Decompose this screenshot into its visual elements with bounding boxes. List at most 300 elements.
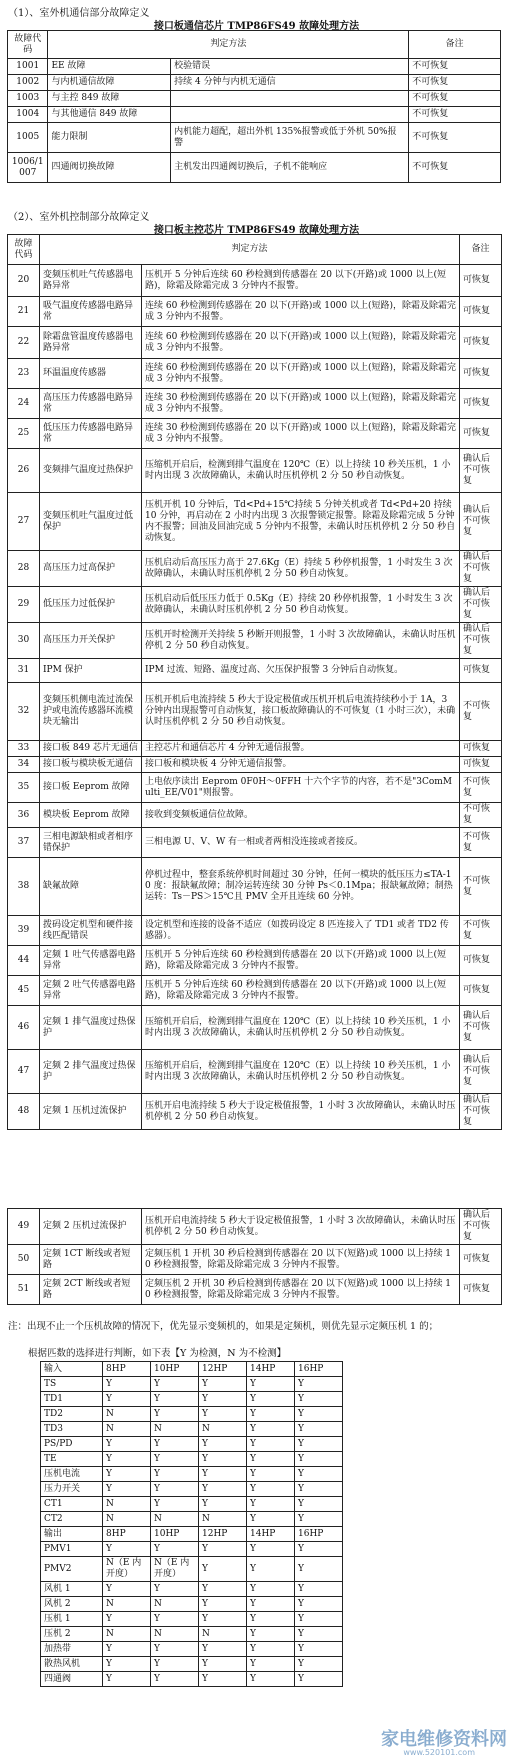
fault-method: 压机开机后电流持续 5 秒大于设定极值或压机开机后电流持续秒小于 1A，3 分钟内出现报警可自动恢复，接口板故障确认的不可恢复（1 小时三次），未确认时压机停机 2 分 50 秒自动恢复。 xyxy=(142,683,460,741)
matrix-cell: Y xyxy=(103,1467,151,1482)
matrix-cell: N xyxy=(151,1597,199,1612)
matrix-cell: Y xyxy=(247,1482,295,1497)
note-priority: 注：出现不止一个压机故障的情况下，优先显示变频机的，如果是定频机，则优先显示定频压机 1 的； xyxy=(8,1321,439,1332)
fault-note: 确认后不可恢复 xyxy=(460,587,502,623)
matrix-cell: Y xyxy=(103,1452,151,1467)
matrix-cell: N xyxy=(103,1597,151,1612)
fault-method: 接口板和模块板 4 分钟无通信报警。 xyxy=(142,757,460,773)
fault-method: 压机开机 10 分钟后，Td<Pd+15℃持续 5 分钟关机或者 Td<Pd+20 持续 10 分钟，再启动在 2 小时内出现 3 次报警锁定报警。除霜及除霜完成 5 分钟内不报警；回油及回油完成 5 分钟内不报警，未确认时压机停机 2 分 50 秒自动恢复。 xyxy=(142,493,460,551)
section1-heading: （1）、室外机通信部分故障定义 xyxy=(8,8,150,19)
matrix-cell: 14HP xyxy=(247,1527,295,1542)
matrix-cell: N xyxy=(103,1422,151,1437)
fault-method: 停机过程中，整套系统停机时间超过 30 分钟，任何一模块的低压压力≤TA-10 度：报缺氟故障；制冷运转连续 30 分钟 Ps＜0.1Mpa；报缺氟故障；制热运转：Ts－PS＞15℃且 PMV 全开且连续 60 分钟。 xyxy=(142,858,460,916)
matrix-cell: Y xyxy=(199,1542,247,1557)
table-row xyxy=(8,757,502,773)
fault-note: 可恢复 xyxy=(460,1275,502,1305)
fault-note: 可恢复 xyxy=(460,659,502,683)
matrix-input-row xyxy=(41,1392,343,1407)
matrix-row-label: CT2 xyxy=(41,1512,103,1527)
matrix-cell: N xyxy=(151,1422,199,1437)
matrix-cell: N xyxy=(103,1407,151,1422)
matrix-cell: Y xyxy=(199,1597,247,1612)
matrix-output-row xyxy=(41,1612,343,1627)
matrix-cell: Y xyxy=(247,1497,295,1512)
matrix-cell: Y xyxy=(103,1657,151,1672)
fault-note: 可恢复 xyxy=(460,419,502,449)
fault-code: 1003 xyxy=(8,91,48,107)
table-row xyxy=(8,449,502,493)
matrix-cell: Y xyxy=(247,1582,295,1597)
table-row xyxy=(8,828,502,858)
fault-code: 51 xyxy=(8,1275,40,1305)
matrix-cell: Y xyxy=(103,1377,151,1392)
matrix-cell: Y xyxy=(199,1377,247,1392)
fault-note: 不可恢复 xyxy=(460,858,502,916)
fault-code: 1002 xyxy=(8,75,48,91)
fault-method: 定频压机 1 开机 30 秒后检测到传感器在 20 以下(短路)或 1000 以上持续 10 秒检测报警，除霜及除霜完成 3 分钟内不报警。 xyxy=(142,1245,460,1275)
matrix-cell: Y xyxy=(295,1437,343,1452)
fault-code: 36 xyxy=(8,803,40,828)
matrix-row-label: 压机 1 xyxy=(41,1612,103,1627)
fault-code: 27 xyxy=(8,493,40,551)
fault-name: 定频 2CT 断线或者短路 xyxy=(40,1275,142,1305)
matrix-cell: Y xyxy=(247,1512,295,1527)
matrix-cell: Y xyxy=(199,1642,247,1657)
matrix-cell: Y xyxy=(247,1627,295,1642)
fault-name: 变频压机侧电流过流保护或电流传感器环流模块无输出 xyxy=(40,683,142,741)
fault-note: 确认后不可恢复 xyxy=(460,1209,502,1245)
matrix-cell: N（E 内开度） xyxy=(103,1557,151,1582)
matrix-cell: 16HP xyxy=(295,1362,343,1377)
col-header-note: 备注 xyxy=(409,31,501,59)
fault-name: 低压压力过低保护 xyxy=(40,587,142,623)
matrix-row-label: 压力开关 xyxy=(41,1482,103,1497)
col-header-note: 备注 xyxy=(460,235,502,265)
table-row xyxy=(8,1006,502,1050)
col-header-code: 故障代码 xyxy=(8,235,40,265)
matrix-cell: Y xyxy=(247,1452,295,1467)
fault-code: 34 xyxy=(8,757,40,773)
fault-code: 31 xyxy=(8,659,40,683)
fault-method: 压机开 5 分钟后连续 60 秒检测到传感器在 20 以下(开路)或 1000 以上(短路)，除霜及除霜完成 3 分钟内不报警。 xyxy=(142,265,460,297)
fault-note: 确认后不可恢复 xyxy=(460,449,502,493)
fault-note: 确认后不可恢复 xyxy=(460,551,502,587)
fault-method: IPM 过流、短路、温度过高、欠压保护报警 3 分钟后自动恢复。 xyxy=(142,659,460,683)
table-row xyxy=(8,946,502,976)
matrix-cell: Y xyxy=(103,1392,151,1407)
table-row xyxy=(8,916,502,946)
watermark-url: www.520101.com xyxy=(403,1748,475,1757)
matrix-cell: Y xyxy=(247,1657,295,1672)
matrix-row-label: TD3 xyxy=(41,1422,103,1437)
matrix-output-row xyxy=(41,1672,343,1687)
matrix-cell: Y xyxy=(199,1612,247,1627)
table-row xyxy=(8,587,502,623)
fault-name: 变频排气温度过热保护 xyxy=(40,449,142,493)
table-row xyxy=(8,773,502,803)
fault-method: 连续 30 秒检测到传感器在 20 以下(开路)或 1000 以上(短路)，除霜及除霜完成 3 分钟内不报警。 xyxy=(142,419,460,449)
matrix-cell: Y xyxy=(295,1482,343,1497)
matrix-cell: Y xyxy=(151,1377,199,1392)
table-row xyxy=(8,623,502,659)
fault-name: 高压压力开关保护 xyxy=(40,623,142,659)
matrix-cell: N xyxy=(199,1627,247,1642)
fault-method: 接收到变频板通信位故障。 xyxy=(142,803,460,828)
matrix-cell: Y xyxy=(199,1392,247,1407)
matrix-row-label: PS/PD xyxy=(41,1437,103,1452)
fault-note: 不可恢复 xyxy=(460,773,502,803)
fault-note: 确认后不可恢复 xyxy=(460,1006,502,1050)
fault-code: 29 xyxy=(8,587,40,623)
comm-fault-table xyxy=(7,30,501,183)
fault-code: 28 xyxy=(8,551,40,587)
matrix-cell: Y xyxy=(199,1437,247,1452)
fault-method: 内机能力超配，超出外机 135%报警或低于外机 50%报警 xyxy=(171,123,409,153)
matrix-cell: Y xyxy=(151,1542,199,1557)
table-row xyxy=(8,265,502,297)
fault-name: 模块板 Eeprom 故障 xyxy=(40,803,142,828)
matrix-cell: Y xyxy=(295,1467,343,1482)
table-row xyxy=(8,359,502,389)
matrix-cell: Y xyxy=(151,1657,199,1672)
table-row xyxy=(8,59,501,75)
matrix-cell: Y xyxy=(247,1542,295,1557)
table-row xyxy=(8,153,501,183)
fault-code: 30 xyxy=(8,623,40,659)
fault-note: 不可恢复 xyxy=(460,828,502,858)
matrix-cell: N xyxy=(199,1512,247,1527)
table-row xyxy=(8,1275,502,1305)
fault-code: 1006/1007 xyxy=(8,153,48,183)
matrix-cell: Y xyxy=(295,1392,343,1407)
fault-method xyxy=(171,107,409,123)
matrix-output-row xyxy=(41,1657,343,1672)
fault-note: 可恢复 xyxy=(460,359,502,389)
matrix-cell: Y xyxy=(295,1627,343,1642)
matrix-cell: Y xyxy=(103,1542,151,1557)
matrix-cell: Y xyxy=(151,1612,199,1627)
fault-name: IPM 保护 xyxy=(40,659,142,683)
fault-method: 定频压机 2 开机 30 秒后检测到传感器在 20 以下(短路)或 1000 以上持续 10 秒检测报警，除霜及除霜完成 3 分钟内不报警。 xyxy=(142,1275,460,1305)
fault-note: 确认后不可恢复 xyxy=(460,493,502,551)
fault-note: 不可恢复 xyxy=(409,91,501,107)
matrix-cell: Y xyxy=(103,1482,151,1497)
fault-name: 吸气温度传感器电路异常 xyxy=(40,297,142,327)
fault-code: 32 xyxy=(8,683,40,741)
fault-method: 压机开启电流持续 5 秒大于设定极值报警，1 小时 3 次故障确认，未确认时压机停机 2 分 50 秒自动恢复。 xyxy=(142,1094,460,1130)
matrix-input-row xyxy=(41,1497,343,1512)
matrix-cell: Y xyxy=(247,1612,295,1627)
fault-code: 26 xyxy=(8,449,40,493)
table-row xyxy=(8,803,502,828)
section2-table-title: 接口板主控芯片 TMP86FS49 故障处理方法 xyxy=(153,225,360,236)
matrix-cell: Y xyxy=(295,1452,343,1467)
fault-name: 定频 2 压机过流保护 xyxy=(40,1209,142,1245)
matrix-row-label: TE xyxy=(41,1452,103,1467)
fault-name: 三相电源缺相或者相序错保护 xyxy=(40,828,142,858)
fault-method: 压缩机开启后，检测到排气温度在 120℃（E）以上持续 10 秒关压机，1 小时内出现 3 次故障确认，未确认时压机停机 2 分 50 秒自动恢复。 xyxy=(142,449,460,493)
fault-code: 37 xyxy=(8,828,40,858)
fault-code: 45 xyxy=(8,976,40,1006)
table-row xyxy=(8,91,501,107)
matrix-input-row xyxy=(41,1512,343,1527)
matrix-cell: Y xyxy=(199,1467,247,1482)
matrix-cell: 12HP xyxy=(199,1362,247,1377)
fault-name: 能力限制 xyxy=(48,123,171,153)
matrix-cell: Y xyxy=(151,1452,199,1467)
table-row xyxy=(8,551,502,587)
matrix-output-row xyxy=(41,1557,343,1582)
fault-note: 确认后不可恢复 xyxy=(460,1094,502,1130)
fault-method xyxy=(171,91,409,107)
matrix-cell: Y xyxy=(103,1672,151,1687)
table-row xyxy=(8,683,502,741)
section2-heading: （2）、室外机控制部分故障定义 xyxy=(8,212,150,223)
matrix-cell: 14HP xyxy=(247,1362,295,1377)
matrix-input-row xyxy=(41,1437,343,1452)
matrix-row-label: CT1 xyxy=(41,1497,103,1512)
fault-name: 拨码设定机型和硬件接线匹配错误 xyxy=(40,916,142,946)
matrix-cell: N xyxy=(103,1497,151,1512)
matrix-cell: Y xyxy=(199,1672,247,1687)
fault-note: 可恢复 xyxy=(460,327,502,359)
fault-note: 可恢复 xyxy=(460,389,502,419)
fault-name: 定频 1 排气温度过热保护 xyxy=(40,1006,142,1050)
fault-name: 定频 1 压机过流保护 xyxy=(40,1094,142,1130)
fault-note: 可恢复 xyxy=(460,976,502,1006)
fault-name: 缺氟故障 xyxy=(40,858,142,916)
fault-note: 确认后不可恢复 xyxy=(460,1050,502,1094)
fault-code: 25 xyxy=(8,419,40,449)
matrix-cell: Y xyxy=(295,1642,343,1657)
matrix-row-label: 压机电流 xyxy=(41,1467,103,1482)
fault-code: 33 xyxy=(8,741,40,757)
matrix-cell: Y xyxy=(295,1377,343,1392)
fault-note: 可恢复 xyxy=(460,265,502,297)
matrix-cell: 8HP xyxy=(103,1362,151,1377)
fault-method: 校验错误 xyxy=(171,59,409,75)
note-matrix-intro: 根据匹数的选择进行判断，如下表【Y 为检测，N 为不检测】 xyxy=(28,1348,287,1359)
matrix-cell: Y xyxy=(295,1672,343,1687)
fault-name: 定频 2 吐气传感器电路异常 xyxy=(40,976,142,1006)
matrix-row-label: 压机 2 xyxy=(41,1627,103,1642)
table-row xyxy=(8,419,502,449)
matrix-cell: Y xyxy=(295,1582,343,1597)
matrix-cell: Y xyxy=(247,1672,295,1687)
matrix-cell: Y xyxy=(295,1612,343,1627)
fault-name: 高压压力过高保护 xyxy=(40,551,142,587)
fault-code: 46 xyxy=(8,1006,40,1050)
fault-method: 压机启动后低压压力低于 0.5Kg（E）持续 20 秒停机报警，1 小时发生 3 次故障确认，未确认时压机停机 2 分 50 秒自动恢复。 xyxy=(142,587,460,623)
fault-note: 确认后不可恢复 xyxy=(460,623,502,659)
matrix-cell: Y xyxy=(151,1642,199,1657)
fault-name: 变频压机吐气温度过低保护 xyxy=(40,493,142,551)
matrix-cell: Y xyxy=(295,1597,343,1612)
fault-method: 主机发出四通阀切换后，子机不能响应 xyxy=(171,153,409,183)
matrix-row-label: 输入 xyxy=(41,1362,103,1377)
matrix-cell: N（E 内开度） xyxy=(151,1557,199,1582)
fault-method: 上电依序读出 Eeprom 0F0H～0FFH 十六个字节的内容，若不是"3ComMulti_EE/V01"则报警。 xyxy=(142,773,460,803)
fault-name: EE 故障 xyxy=(48,59,171,75)
matrix-cell: Y xyxy=(295,1407,343,1422)
fault-note: 不可恢复 xyxy=(460,803,502,828)
fault-name: 与内机通信故障 xyxy=(48,75,171,91)
fault-name: 与其他通信 849 故障 xyxy=(48,107,171,123)
fault-method: 压机启动后高压压力高于 27.6Kg（E）持续 5 秒停机报警，1 小时发生 3 次故障确认，未确认时压机停机 2 分 50 秒自动恢复。 xyxy=(142,551,460,587)
matrix-cell: 10HP xyxy=(151,1527,199,1542)
matrix-cell: Y xyxy=(295,1422,343,1437)
fault-code: 1001 xyxy=(8,59,48,75)
fault-name: 定频 1 吐气传感器电路异常 xyxy=(40,946,142,976)
matrix-row-label: 风机 2 xyxy=(41,1597,103,1612)
fault-code: 20 xyxy=(8,265,40,297)
fault-note: 可恢复 xyxy=(460,1245,502,1275)
fault-method: 压缩机开启后，检测到排气温度在 120℃（E）以上持续 10 秒关压机，1 小时内出现 3 次故障确认，未确认时压机停机 2 分 50 秒自动恢复。 xyxy=(142,1050,460,1094)
matrix-cell: Y xyxy=(295,1497,343,1512)
matrix-cell: Y xyxy=(151,1582,199,1597)
col-header-code: 故障代码 xyxy=(8,31,48,59)
matrix-cell: 12HP xyxy=(199,1527,247,1542)
matrix-row-label: PMV2 xyxy=(41,1557,103,1582)
section1-table-title: 接口板通信芯片 TMP86FS49 故障处理方法 xyxy=(153,21,360,32)
matrix-row-label: 散热风机 xyxy=(41,1657,103,1672)
fault-method: 压机开启电流持续 5 秒大于设定极值报警，1 小时 3 次故障确认，未确认时压机停机 2 分 50 秒自动恢复。 xyxy=(142,1209,460,1245)
table-row xyxy=(8,1209,502,1245)
fault-method: 压缩机开启后，检测到排气温度在 120℃（E）以上持续 10 秒关压机，1 小时内出现 3 次故障确认，未确认时压机停机 2 分 50 秒自动恢复。 xyxy=(142,1006,460,1050)
matrix-cell: N xyxy=(103,1512,151,1527)
table-row xyxy=(8,75,501,91)
fault-code: 44 xyxy=(8,946,40,976)
matrix-output-row xyxy=(41,1597,343,1612)
fault-name: 与主控 849 故障 xyxy=(48,91,171,107)
matrix-row-label: TS xyxy=(41,1377,103,1392)
table-row xyxy=(8,389,502,419)
fault-note: 可恢复 xyxy=(460,946,502,976)
watermark-logo: 家电维修资料网 xyxy=(381,1729,507,1750)
fault-code: 1004 xyxy=(8,107,48,123)
table-row xyxy=(8,976,502,1006)
fault-code: 48 xyxy=(8,1094,40,1130)
fault-name: 除霜盘管温度传感器电路异常 xyxy=(40,327,142,359)
matrix-cell: Y xyxy=(103,1612,151,1627)
detection-matrix xyxy=(40,1361,343,1687)
fault-note: 不可恢复 xyxy=(409,153,501,183)
matrix-cell: N xyxy=(151,1512,199,1527)
matrix-cell: Y xyxy=(151,1467,199,1482)
matrix-cell: Y xyxy=(151,1437,199,1452)
matrix-cell: Y xyxy=(199,1582,247,1597)
matrix-row-label: 加热带 xyxy=(41,1642,103,1657)
matrix-row-label: TD1 xyxy=(41,1392,103,1407)
fault-name: 变频压机吐气传感器电路异常 xyxy=(40,265,142,297)
matrix-input-row xyxy=(41,1422,343,1437)
table-row xyxy=(8,123,501,153)
fault-method: 三相电源 U、V、W 有一相或者两相没连接或者接反。 xyxy=(142,828,460,858)
fault-name: 环温温度传感器 xyxy=(40,359,142,389)
col-header-method: 判定方法 xyxy=(48,31,409,59)
fault-code: 50 xyxy=(8,1245,40,1275)
matrix-row-label: PMV1 xyxy=(41,1542,103,1557)
matrix-output-header xyxy=(41,1527,343,1542)
fault-method: 压机开 5 分钟后连续 60 秒检测到传感器在 20 以下(开路)或 1000 以上(短路)，除霜及除霜完成 3 分钟内不报警。 xyxy=(142,976,460,1006)
matrix-output-row xyxy=(41,1642,343,1657)
matrix-cell: Y xyxy=(103,1642,151,1657)
fault-note: 不可恢复 xyxy=(460,916,502,946)
matrix-cell: Y xyxy=(199,1557,247,1582)
matrix-input-row xyxy=(41,1452,343,1467)
fault-note: 不可恢复 xyxy=(409,59,501,75)
fault-code: 38 xyxy=(8,858,40,916)
matrix-cell: Y xyxy=(295,1512,343,1527)
matrix-cell: 10HP xyxy=(151,1362,199,1377)
matrix-cell: Y xyxy=(151,1482,199,1497)
table-row xyxy=(8,1050,502,1094)
matrix-input-row xyxy=(41,1407,343,1422)
matrix-cell: Y xyxy=(199,1657,247,1672)
fault-note: 不可恢复 xyxy=(460,683,502,741)
matrix-cell: Y xyxy=(247,1407,295,1422)
fault-method: 连续 60 秒检测到传感器在 20 以下(开路)或 1000 以上(短路)，除霜及除霜完成 3 分钟内不报警。 xyxy=(142,359,460,389)
fault-name: 接口板与模块板无通信 xyxy=(40,757,142,773)
fault-note: 可恢复 xyxy=(460,757,502,773)
matrix-cell: Y xyxy=(103,1582,151,1597)
fault-name: 低压压力传感器电路异常 xyxy=(40,419,142,449)
fault-note: 不可恢复 xyxy=(409,107,501,123)
fault-name: 高压压力传感器电路异常 xyxy=(40,389,142,419)
col-header-method: 判定方法 xyxy=(40,235,460,265)
control-fault-table-continued xyxy=(7,1208,502,1305)
matrix-output-row xyxy=(41,1582,343,1597)
fault-note: 可恢复 xyxy=(460,297,502,327)
table-row xyxy=(8,659,502,683)
matrix-cell: Y xyxy=(199,1407,247,1422)
fault-note: 可恢复 xyxy=(460,741,502,757)
fault-method: 主控芯片和通信芯片 4 分钟无通信报警。 xyxy=(142,741,460,757)
fault-method: 连续 60 秒检测到传感器在 20 以下(开路)或 1000 以上(短路)，除霜及除霜完成 3 分钟内不报警。 xyxy=(142,327,460,359)
fault-code: 22 xyxy=(8,327,40,359)
fault-code: 49 xyxy=(8,1209,40,1245)
table-row xyxy=(8,858,502,916)
matrix-cell: Y xyxy=(247,1437,295,1452)
fault-code: 21 xyxy=(8,297,40,327)
table-row xyxy=(8,107,501,123)
fault-name: 四通阀切换故障 xyxy=(48,153,171,183)
fault-code: 23 xyxy=(8,359,40,389)
matrix-cell: Y xyxy=(151,1672,199,1687)
table-row xyxy=(8,1094,502,1130)
matrix-input-row xyxy=(41,1467,343,1482)
matrix-cell: Y xyxy=(103,1437,151,1452)
fault-name: 定频 2 排气温度过热保护 xyxy=(40,1050,142,1094)
matrix-cell: Y xyxy=(295,1657,343,1672)
matrix-row-label: TD2 xyxy=(41,1407,103,1422)
matrix-row-label: 四通阀 xyxy=(41,1672,103,1687)
matrix-cell: Y xyxy=(295,1557,343,1582)
matrix-cell: Y xyxy=(199,1482,247,1497)
matrix-input-row xyxy=(41,1377,343,1392)
matrix-output-row xyxy=(41,1542,343,1557)
fault-method: 设定机型和连接的设备不适应（如拨码设定 8 匹连接入了 TD1 或者 TD2 传感器）。 xyxy=(142,916,460,946)
fault-method: 压机开 5 分钟后连续 60 秒检测到传感器在 20 以下(开路)或 1000 以上(短路)，除霜及除霜完成 3 分钟内不报警。 xyxy=(142,946,460,976)
matrix-row-label: 风机 1 xyxy=(41,1582,103,1597)
matrix-cell: Y xyxy=(247,1597,295,1612)
matrix-cell: Y xyxy=(247,1377,295,1392)
matrix-cell: Y xyxy=(295,1542,343,1557)
fault-method: 持续 4 分钟与内机无通信 xyxy=(171,75,409,91)
fault-note: 不可恢复 xyxy=(409,123,501,153)
matrix-cell: N xyxy=(151,1627,199,1642)
matrix-cell: Y xyxy=(247,1467,295,1482)
